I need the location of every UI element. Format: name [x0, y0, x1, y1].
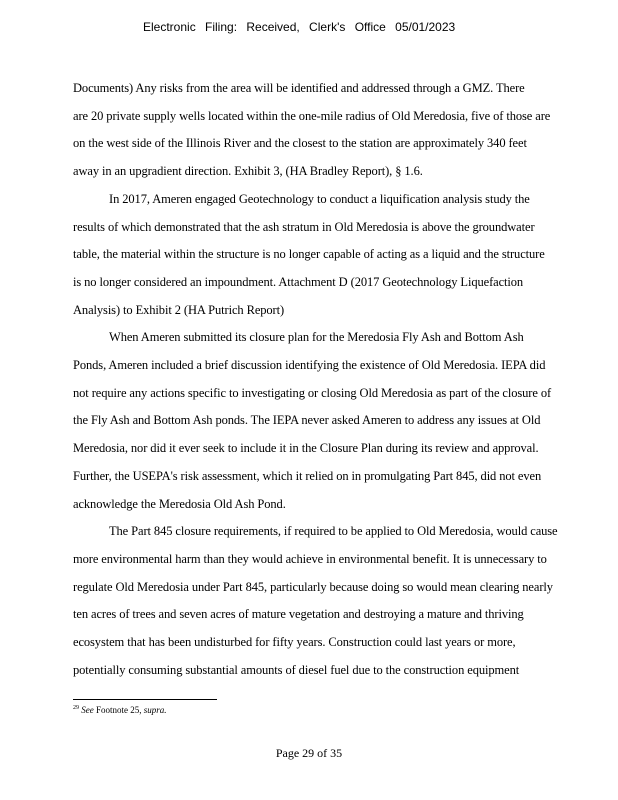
- text-line: ten acres of trees and seven acres of mature vegetation and destroying a mature and thriving: [73, 607, 524, 622]
- text-line: In 2017, Ameren engaged Geotechnology to conduct a liquification analysis study the: [109, 191, 530, 206]
- text-line: acknowledge the Meredosia Old Ash Pond.: [73, 496, 286, 511]
- footnote-divider: [73, 699, 217, 700]
- text-line: potentially consuming substantial amounts of diesel fuel due to the construction equipment: [73, 662, 520, 677]
- text-line: Ponds, Ameren included a brief discussion identifying the existence of Old Meredosia. IEPA did: [73, 358, 546, 373]
- text-line: table, the material within the structure is no longer capable of acting as a liquid and the structure: [73, 247, 545, 262]
- footnote-supra: supra.: [143, 705, 167, 715]
- text-line: Further, the USEPA's risk assessment, which it relied on in promulgating Part 845, did not even: [73, 468, 542, 483]
- document-body: [73, 75, 598, 684]
- text-line: not require any actions specific to investigating or closing Old Meredosia as part of the closure of: [73, 385, 552, 400]
- footnote: [73, 705, 167, 715]
- text-line: Documents) Any risks from the area will be identified and addressed through a GMZ. There: [73, 81, 525, 95]
- paragraph: [73, 518, 598, 684]
- paragraph: [73, 324, 598, 518]
- filing-stamp-header: Electronic Filing: Received, Clerk's Office 05/01/2023: [143, 20, 456, 34]
- text-line: When Ameren submitted its closure plan for the Meredosia Fly Ash and Bottom Ash: [109, 330, 524, 345]
- footnote-number: 29: [73, 705, 79, 711]
- page-number: Page 29 of 35: [275, 746, 343, 760]
- text-line: Analysis) to Exhibit 2 (HA Putrich Report): [73, 302, 285, 317]
- text-line: The Part 845 closure requirements, if required to be applied to Old Meredosia, would cause: [109, 524, 558, 539]
- text-line: on the west side of the Illinois River and the closest to the station are approximately 340 feet: [73, 136, 527, 151]
- text-line: Meredosia, nor did it ever seek to include it in the Closure Plan during its review and approval.: [73, 441, 539, 456]
- text-line: the Fly Ash and Bottom Ash ponds. The IEPA never asked Ameren to address any issues at Old: [73, 413, 541, 428]
- text-line: more environmental harm than they would achieve in environmental benefit. It is unnecessary to: [73, 551, 547, 566]
- text-line: results of which demonstrated that the ash stratum in Old Meredosia is above the groundwater: [73, 219, 535, 234]
- text-line: ecosystem that has been undisturbed for fifty years. Construction could last years or more,: [73, 635, 516, 650]
- text-line: is no longer considered an impoundment. Attachment D (2017 Geotechnology Liquefaction: [73, 274, 524, 289]
- footnote-text: Footnote 25,: [96, 705, 142, 715]
- footnote-see: See: [81, 705, 94, 715]
- paragraph: [73, 75, 598, 186]
- text-line: away in an upgradient direction. Exhibit 3, (HA Bradley Report), § 1.6.: [73, 164, 423, 179]
- text-line: regulate Old Meredosia under Part 845, particularly because doing so would mean clearing nearly: [73, 579, 553, 594]
- paragraph: [73, 186, 598, 325]
- text-line: are 20 private supply wells located within the one-mile radius of Old Meredosia, five of those are: [73, 108, 551, 123]
